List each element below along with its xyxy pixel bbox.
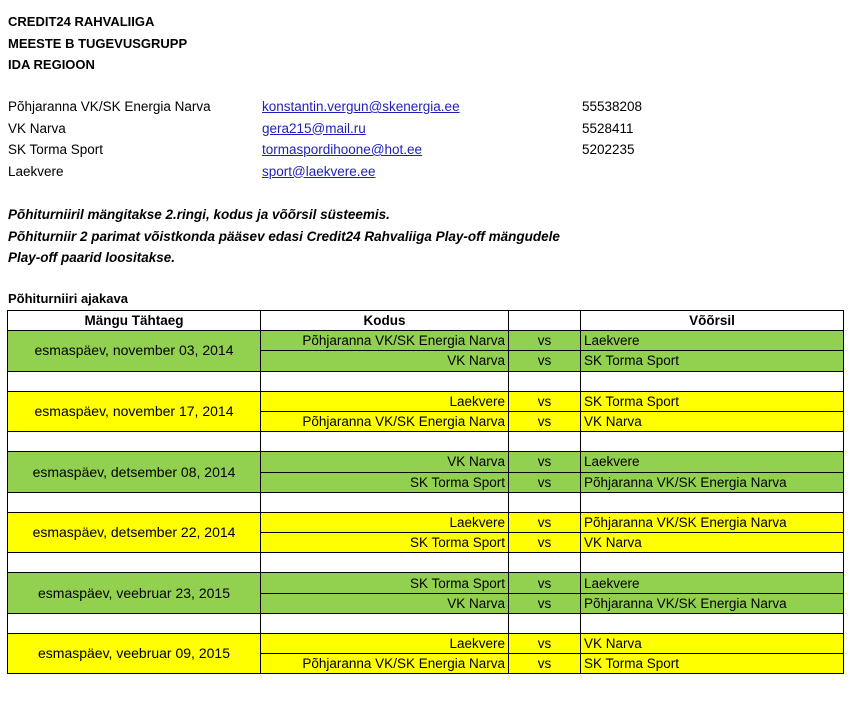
empty-cell — [581, 492, 844, 512]
home-team: VK Narva — [261, 452, 509, 472]
spacer-row — [8, 553, 844, 573]
column-header-vs — [509, 311, 581, 331]
empty-cell — [261, 432, 509, 452]
empty-cell — [8, 553, 261, 573]
contact-team: SK Torma Sport — [8, 142, 104, 157]
schedule-title: Põhiturniiri ajakava — [8, 291, 128, 306]
empty-cell — [509, 553, 581, 573]
contact-phone: 5528411 — [582, 120, 634, 136]
note-line: Play-off paarid loositakse. — [8, 250, 176, 265]
empty-cell — [581, 553, 844, 573]
vs-label: vs — [509, 452, 581, 472]
schedule-header-row — [8, 311, 844, 331]
spacer-row — [8, 613, 844, 633]
empty-cell — [509, 492, 581, 512]
contact-team: Põhjaranna VK/SK Energia Narva — [8, 99, 211, 114]
away-team: Laekvere — [581, 452, 844, 472]
away-team: Põhjaranna VK/SK Energia Narva — [581, 593, 844, 613]
away-team: Põhjaranna VK/SK Energia Narva — [581, 472, 844, 492]
empty-cell — [8, 492, 261, 512]
spacer-row — [8, 492, 844, 512]
empty-cell — [8, 613, 261, 633]
contact-email-link[interactable]: konstantin.vergun@skenergia.ee — [262, 99, 460, 114]
contact-team: Laekvere — [8, 163, 64, 179]
match-row — [8, 512, 844, 532]
empty-cell — [8, 432, 261, 452]
match-row — [8, 634, 844, 654]
schedule-table — [7, 310, 844, 674]
away-team: SK Torma Sport — [581, 391, 844, 411]
away-team: SK Torma Sport — [581, 351, 844, 371]
vs-label: vs — [509, 593, 581, 613]
match-row — [8, 573, 844, 593]
empty-cell — [509, 371, 581, 391]
empty-cell — [581, 613, 844, 633]
contact-phone: 5202235 — [582, 142, 635, 157]
group-title: MEESTE B TUGEVUSGRUPP — [8, 35, 188, 51]
tournament-notes — [8, 204, 560, 269]
home-team: Põhjaranna VK/SK Energia Narva — [261, 411, 509, 431]
spacer-row — [8, 432, 844, 452]
empty-cell — [509, 432, 581, 452]
away-team: VK Narva — [581, 533, 844, 553]
round-date: esmaspäev, veebruar 23, 2015 — [8, 573, 261, 613]
home-team: Laekvere — [261, 512, 509, 532]
column-header-home: Kodus — [261, 311, 509, 331]
away-team: Laekvere — [581, 331, 844, 351]
empty-cell — [581, 371, 844, 391]
away-team: VK Narva — [581, 634, 844, 654]
contact-email-link[interactable]: gera215@mail.ru — [262, 120, 366, 136]
round-date: esmaspäev, detsember 22, 2014 — [8, 512, 261, 552]
spacer-row — [8, 371, 844, 391]
vs-label: vs — [509, 654, 581, 674]
region-title: IDA REGIOON — [8, 57, 95, 72]
empty-cell — [261, 492, 509, 512]
home-team: VK Narva — [261, 351, 509, 371]
vs-label: vs — [509, 512, 581, 532]
empty-cell — [261, 371, 509, 391]
empty-cell — [509, 613, 581, 633]
match-row — [8, 452, 844, 472]
away-team: VK Narva — [581, 411, 844, 431]
home-team: Laekvere — [261, 634, 509, 654]
vs-label: vs — [509, 351, 581, 371]
empty-cell — [261, 553, 509, 573]
home-team: Laekvere — [261, 391, 509, 411]
home-team: SK Torma Sport — [261, 533, 509, 553]
round-date: esmaspäev, november 17, 2014 — [8, 391, 261, 431]
empty-cell — [261, 613, 509, 633]
note-line: Põhiturniir 2 parimat võistkonda pääsev edasi Credit24 Rahvaliiga Play-off mängudele — [8, 228, 560, 244]
away-team: SK Torma Sport — [581, 654, 844, 674]
round-date: esmaspäev, veebruar 09, 2015 — [8, 634, 261, 674]
away-team: Põhjaranna VK/SK Energia Narva — [581, 512, 844, 532]
vs-label: vs — [509, 411, 581, 431]
vs-label: vs — [509, 472, 581, 492]
match-row — [8, 391, 844, 411]
empty-cell — [581, 432, 844, 452]
note-line: Põhiturniiril mängitakse 2.ringi, kodus ja võõrsil süsteemis. — [8, 207, 390, 222]
match-row — [8, 331, 844, 351]
vs-label: vs — [509, 391, 581, 411]
contact-email-link[interactable]: sport@laekvere.ee — [262, 163, 376, 179]
empty-cell — [8, 371, 261, 391]
round-date: esmaspäev, detsember 08, 2014 — [8, 452, 261, 492]
home-team: Põhjaranna VK/SK Energia Narva — [261, 654, 509, 674]
contact-team: VK Narva — [8, 120, 66, 136]
contact-email-link[interactable]: tormaspordihoone@hot.ee — [262, 142, 423, 157]
vs-label: vs — [509, 533, 581, 553]
schedule-body — [8, 331, 844, 674]
column-header-date: Mängu Tähtaeg — [8, 311, 261, 331]
contact-phone: 55538208 — [582, 99, 643, 114]
vs-label: vs — [509, 634, 581, 654]
home-team: SK Torma Sport — [261, 472, 509, 492]
document-header — [8, 11, 187, 76]
league-title: CREDIT24 RAHVALIIGA — [8, 14, 155, 29]
vs-label: vs — [509, 573, 581, 593]
home-team: Põhjaranna VK/SK Energia Narva — [261, 331, 509, 351]
home-team: VK Narva — [261, 593, 509, 613]
column-header-away: Võõrsil — [581, 311, 844, 331]
away-team: Laekvere — [581, 573, 844, 593]
round-date: esmaspäev, november 03, 2014 — [8, 331, 261, 371]
vs-label: vs — [509, 331, 581, 351]
home-team: SK Torma Sport — [261, 573, 509, 593]
